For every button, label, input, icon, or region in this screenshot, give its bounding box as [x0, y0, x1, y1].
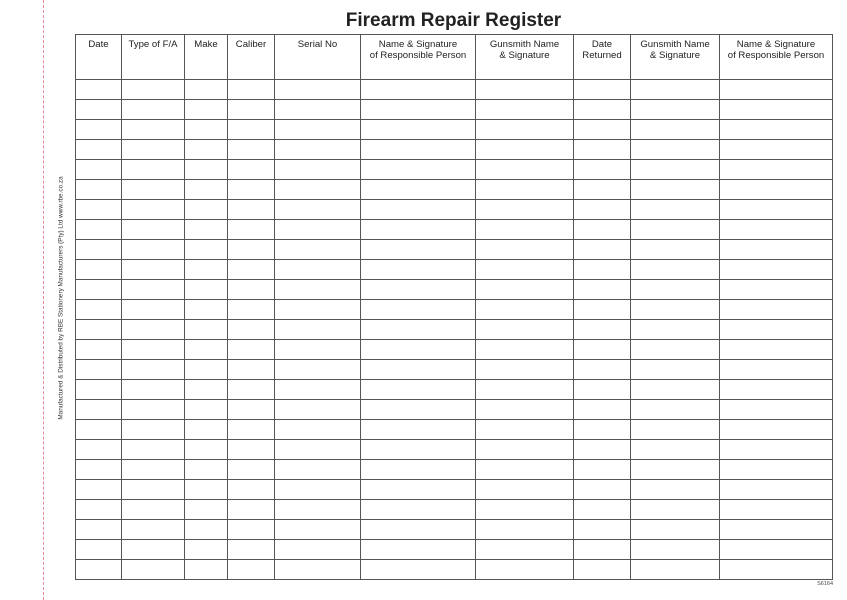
- table-row: [76, 260, 833, 280]
- table-cell[interactable]: [228, 380, 275, 400]
- table-cell[interactable]: [275, 200, 361, 220]
- table-cell[interactable]: [275, 320, 361, 340]
- table-cell[interactable]: [631, 220, 720, 240]
- table-cell[interactable]: [185, 340, 228, 360]
- table-cell[interactable]: [574, 480, 631, 500]
- table-cell[interactable]: [122, 140, 185, 160]
- table-cell[interactable]: [185, 320, 228, 340]
- table-row: [76, 560, 833, 580]
- table-cell[interactable]: [228, 100, 275, 120]
- table-cell[interactable]: [228, 340, 275, 360]
- table-cell[interactable]: [122, 120, 185, 140]
- column-header-responsible-person-return: Name & Signature of Responsible Person: [720, 35, 833, 80]
- table-cell[interactable]: [631, 360, 720, 380]
- table-cell[interactable]: [361, 360, 476, 380]
- table-cell[interactable]: [631, 480, 720, 500]
- table-cell[interactable]: [476, 360, 574, 380]
- table-cell[interactable]: [720, 180, 833, 200]
- table-cell[interactable]: [361, 140, 476, 160]
- table-cell[interactable]: [185, 380, 228, 400]
- table-cell[interactable]: [185, 200, 228, 220]
- table-cell[interactable]: [185, 80, 228, 100]
- table-row: [76, 280, 833, 300]
- table-cell[interactable]: [185, 480, 228, 500]
- table-cell[interactable]: [720, 160, 833, 180]
- table-cell[interactable]: [76, 160, 122, 180]
- table-cell[interactable]: [76, 400, 122, 420]
- table-cell[interactable]: [476, 280, 574, 300]
- table-cell[interactable]: [476, 260, 574, 280]
- table-cell[interactable]: [185, 420, 228, 440]
- table-cell[interactable]: [228, 220, 275, 240]
- table-cell[interactable]: [476, 240, 574, 260]
- table-cell[interactable]: [361, 120, 476, 140]
- table-row: [76, 520, 833, 540]
- table-cell[interactable]: [275, 400, 361, 420]
- table-row: [76, 180, 833, 200]
- table-cell[interactable]: [185, 540, 228, 560]
- table-cell[interactable]: [361, 480, 476, 500]
- table-cell[interactable]: [631, 160, 720, 180]
- table-cell[interactable]: [228, 180, 275, 200]
- table-cell[interactable]: [122, 480, 185, 500]
- table-cell[interactable]: [476, 320, 574, 340]
- table-cell[interactable]: [185, 400, 228, 420]
- table-cell[interactable]: [574, 320, 631, 340]
- table-row: [76, 360, 833, 380]
- table-cell[interactable]: [361, 180, 476, 200]
- table-cell[interactable]: [361, 540, 476, 560]
- table-cell[interactable]: [185, 560, 228, 580]
- table-cell[interactable]: [228, 240, 275, 260]
- table-cell[interactable]: [122, 540, 185, 560]
- table-cell[interactable]: [76, 560, 122, 580]
- table-cell[interactable]: [574, 360, 631, 380]
- table-cell[interactable]: [720, 300, 833, 320]
- column-header-responsible-person: Name & Signature of Responsible Person: [361, 35, 476, 80]
- table-cell[interactable]: [228, 400, 275, 420]
- table-cell[interactable]: [228, 360, 275, 380]
- page-title: Firearm Repair Register: [345, 10, 562, 31]
- table-cell[interactable]: [720, 500, 833, 520]
- table-cell[interactable]: [185, 300, 228, 320]
- column-header-serial-no: Serial No: [275, 35, 361, 80]
- table-cell[interactable]: [76, 360, 122, 380]
- table-cell[interactable]: [76, 420, 122, 440]
- table-cell[interactable]: [275, 80, 361, 100]
- table-cell[interactable]: [361, 420, 476, 440]
- table-cell[interactable]: [122, 460, 185, 480]
- table-cell[interactable]: [720, 80, 833, 100]
- table-cell[interactable]: [122, 440, 185, 460]
- table-cell[interactable]: [228, 560, 275, 580]
- table-cell[interactable]: [720, 520, 833, 540]
- table-cell[interactable]: [275, 220, 361, 240]
- table-cell[interactable]: [631, 120, 720, 140]
- table-cell[interactable]: [275, 380, 361, 400]
- table-cell[interactable]: [76, 280, 122, 300]
- table-row: [76, 220, 833, 240]
- table-cell[interactable]: [275, 100, 361, 120]
- table-cell[interactable]: [476, 440, 574, 460]
- table-row: [76, 120, 833, 140]
- table-cell[interactable]: [720, 140, 833, 160]
- table-cell[interactable]: [122, 80, 185, 100]
- table-cell[interactable]: [185, 240, 228, 260]
- table-cell[interactable]: [228, 280, 275, 300]
- table-cell[interactable]: [361, 400, 476, 420]
- table-cell[interactable]: [631, 500, 720, 520]
- table-cell[interactable]: [76, 480, 122, 500]
- table-cell[interactable]: [720, 540, 833, 560]
- table-cell[interactable]: [275, 460, 361, 480]
- table-cell[interactable]: [574, 420, 631, 440]
- table-cell[interactable]: [185, 520, 228, 540]
- table-cell[interactable]: [631, 420, 720, 440]
- table-cell[interactable]: [275, 480, 361, 500]
- table-cell[interactable]: [122, 240, 185, 260]
- table-cell[interactable]: [361, 240, 476, 260]
- table-cell[interactable]: [476, 380, 574, 400]
- table-cell[interactable]: [720, 100, 833, 120]
- table-cell[interactable]: [574, 540, 631, 560]
- table-cell[interactable]: [361, 160, 476, 180]
- table-row: [76, 400, 833, 420]
- table-cell[interactable]: [574, 500, 631, 520]
- table-cell[interactable]: [720, 320, 833, 340]
- table-cell[interactable]: [361, 260, 476, 280]
- table-cell[interactable]: [275, 300, 361, 320]
- table-cell[interactable]: [228, 540, 275, 560]
- table-cell[interactable]: [574, 240, 631, 260]
- table-cell[interactable]: [76, 520, 122, 540]
- table-cell[interactable]: [185, 120, 228, 140]
- table-cell[interactable]: [275, 420, 361, 440]
- table-cell[interactable]: [361, 100, 476, 120]
- table-cell[interactable]: [574, 460, 631, 480]
- table-cell[interactable]: [228, 320, 275, 340]
- table-cell[interactable]: [122, 300, 185, 320]
- table-cell[interactable]: [76, 260, 122, 280]
- manufacturer-note: Manufactured & Distributed by RBE Stationery Manufacturers (Pty) Ltd www.rbe.co.za: [57, 176, 65, 420]
- table-cell[interactable]: [228, 120, 275, 140]
- table-cell[interactable]: [720, 440, 833, 460]
- table-cell[interactable]: [720, 400, 833, 420]
- table-cell[interactable]: [275, 440, 361, 460]
- table-cell[interactable]: [76, 240, 122, 260]
- table-cell[interactable]: [574, 400, 631, 420]
- table-cell[interactable]: [476, 300, 574, 320]
- table-cell[interactable]: [122, 380, 185, 400]
- table-cell[interactable]: [185, 460, 228, 480]
- table-cell[interactable]: [275, 340, 361, 360]
- table-row: [76, 80, 833, 100]
- table-cell[interactable]: [122, 100, 185, 120]
- table-cell[interactable]: [476, 160, 574, 180]
- table-cell[interactable]: [122, 500, 185, 520]
- table-cell[interactable]: [275, 560, 361, 580]
- table-row: [76, 540, 833, 560]
- table-cell[interactable]: [361, 340, 476, 360]
- table-cell[interactable]: [476, 500, 574, 520]
- table-cell[interactable]: [361, 300, 476, 320]
- table-cell[interactable]: [228, 420, 275, 440]
- table-cell[interactable]: [361, 440, 476, 460]
- table-row: [76, 480, 833, 500]
- table-cell[interactable]: [720, 240, 833, 260]
- table-cell[interactable]: [720, 480, 833, 500]
- table-cell[interactable]: [631, 520, 720, 540]
- column-header-caliber: Caliber: [228, 35, 275, 80]
- table-cell[interactable]: [476, 340, 574, 360]
- table-row: [76, 380, 833, 400]
- table-cell[interactable]: [228, 160, 275, 180]
- table-cell[interactable]: [720, 380, 833, 400]
- table-cell[interactable]: [122, 520, 185, 540]
- table-cell[interactable]: [476, 520, 574, 540]
- table-cell[interactable]: [76, 140, 122, 160]
- table-cell[interactable]: [76, 380, 122, 400]
- table-cell[interactable]: [631, 300, 720, 320]
- table-cell[interactable]: [720, 280, 833, 300]
- column-header-date-returned: Date Returned: [574, 35, 631, 80]
- table-cell[interactable]: [76, 460, 122, 480]
- table-cell[interactable]: [476, 140, 574, 160]
- table-row: [76, 440, 833, 460]
- table-cell[interactable]: [476, 560, 574, 580]
- table-cell[interactable]: [574, 380, 631, 400]
- column-header-gunsmith-return: Gunsmith Name & Signature: [631, 35, 720, 80]
- table-cell[interactable]: [122, 260, 185, 280]
- table-cell[interactable]: [122, 320, 185, 340]
- table-cell[interactable]: [631, 400, 720, 420]
- table-cell[interactable]: [361, 320, 476, 340]
- table-row: [76, 100, 833, 120]
- table-cell[interactable]: [76, 100, 122, 120]
- table-cell[interactable]: [476, 120, 574, 140]
- table-cell[interactable]: [631, 280, 720, 300]
- table-cell[interactable]: [275, 500, 361, 520]
- table-cell[interactable]: [275, 540, 361, 560]
- table-row: [76, 240, 833, 260]
- table-cell[interactable]: [574, 260, 631, 280]
- table-cell[interactable]: [228, 300, 275, 320]
- table-cell[interactable]: [122, 180, 185, 200]
- table-cell[interactable]: [361, 200, 476, 220]
- table-row: [76, 140, 833, 160]
- table-cell[interactable]: [476, 400, 574, 420]
- table-cell[interactable]: [720, 260, 833, 280]
- perforation-line: [43, 0, 44, 600]
- table-cell[interactable]: [76, 320, 122, 340]
- table-cell[interactable]: [228, 460, 275, 480]
- form-code: S6164: [817, 581, 833, 587]
- table-cell[interactable]: [476, 100, 574, 120]
- table-cell[interactable]: [720, 360, 833, 380]
- table-cell[interactable]: [185, 260, 228, 280]
- table-cell[interactable]: [361, 380, 476, 400]
- table-cell[interactable]: [720, 340, 833, 360]
- table-cell[interactable]: [476, 540, 574, 560]
- table-cell[interactable]: [228, 80, 275, 100]
- table-cell[interactable]: [631, 540, 720, 560]
- table-cell[interactable]: [720, 460, 833, 480]
- table-cell[interactable]: [574, 160, 631, 180]
- table-cell[interactable]: [720, 220, 833, 240]
- table-cell[interactable]: [631, 380, 720, 400]
- table-cell[interactable]: [720, 200, 833, 220]
- table-cell[interactable]: [228, 140, 275, 160]
- table-cell[interactable]: [76, 220, 122, 240]
- table-cell[interactable]: [76, 180, 122, 200]
- table-cell[interactable]: [76, 300, 122, 320]
- table-cell[interactable]: [631, 320, 720, 340]
- table-cell[interactable]: [122, 220, 185, 240]
- table-cell[interactable]: [574, 80, 631, 100]
- table-cell[interactable]: [631, 440, 720, 460]
- table-cell[interactable]: [361, 520, 476, 540]
- table-cell[interactable]: [476, 460, 574, 480]
- table-cell[interactable]: [228, 260, 275, 280]
- table-cell[interactable]: [476, 80, 574, 100]
- table-cell[interactable]: [122, 280, 185, 300]
- table-cell[interactable]: [574, 280, 631, 300]
- table-cell[interactable]: [631, 460, 720, 480]
- table-row: [76, 160, 833, 180]
- table-cell[interactable]: [76, 500, 122, 520]
- header-row: [76, 35, 833, 80]
- table-row: [76, 500, 833, 520]
- table-row: [76, 320, 833, 340]
- table-cell[interactable]: [122, 340, 185, 360]
- table-cell[interactable]: [122, 160, 185, 180]
- column-header-gunsmith: Gunsmith Name & Signature: [476, 35, 574, 80]
- table-cell[interactable]: [122, 360, 185, 380]
- table-cell[interactable]: [275, 260, 361, 280]
- table-cell[interactable]: [122, 560, 185, 580]
- table-cell[interactable]: [476, 420, 574, 440]
- table-cell[interactable]: [631, 100, 720, 120]
- table-cell[interactable]: [228, 200, 275, 220]
- table-cell[interactable]: [574, 560, 631, 580]
- table-cell[interactable]: [720, 420, 833, 440]
- table-cell[interactable]: [361, 560, 476, 580]
- table-cell[interactable]: [574, 520, 631, 540]
- table-cell[interactable]: [574, 440, 631, 460]
- table-cell[interactable]: [185, 100, 228, 120]
- table-cell[interactable]: [228, 440, 275, 460]
- table-cell[interactable]: [574, 140, 631, 160]
- table-cell[interactable]: [574, 200, 631, 220]
- table-cell[interactable]: [275, 120, 361, 140]
- table-cell[interactable]: [122, 400, 185, 420]
- column-header-date: Date: [76, 35, 122, 80]
- table-cell[interactable]: [76, 80, 122, 100]
- table-cell[interactable]: [185, 500, 228, 520]
- table-cell[interactable]: [76, 540, 122, 560]
- table-cell[interactable]: [228, 500, 275, 520]
- table-cell[interactable]: [76, 120, 122, 140]
- table-cell[interactable]: [476, 180, 574, 200]
- table-row: [76, 340, 833, 360]
- table-cell[interactable]: [275, 180, 361, 200]
- register-body: [76, 80, 833, 580]
- table-cell[interactable]: [122, 200, 185, 220]
- table-cell[interactable]: [185, 220, 228, 240]
- table-cell[interactable]: [631, 240, 720, 260]
- table-cell[interactable]: [476, 480, 574, 500]
- table-cell[interactable]: [631, 180, 720, 200]
- table-cell[interactable]: [275, 140, 361, 160]
- table-row: [76, 300, 833, 320]
- table-cell[interactable]: [631, 140, 720, 160]
- table-cell[interactable]: [631, 340, 720, 360]
- table-cell[interactable]: [275, 240, 361, 260]
- register-table: [75, 34, 833, 580]
- table-cell[interactable]: [574, 340, 631, 360]
- table-cell[interactable]: [228, 520, 275, 540]
- table-cell[interactable]: [631, 80, 720, 100]
- table-cell[interactable]: [574, 100, 631, 120]
- column-header-make: Make: [185, 35, 228, 80]
- table-cell[interactable]: [122, 420, 185, 440]
- table-cell[interactable]: [185, 440, 228, 460]
- table-cell[interactable]: [631, 260, 720, 280]
- table-cell[interactable]: [476, 220, 574, 240]
- table-cell[interactable]: [476, 200, 574, 220]
- table-row: [76, 460, 833, 480]
- table-cell[interactable]: [275, 520, 361, 540]
- table-cell[interactable]: [275, 280, 361, 300]
- table-cell[interactable]: [574, 180, 631, 200]
- table-cell[interactable]: [361, 460, 476, 480]
- table-cell[interactable]: [185, 360, 228, 380]
- table-row: [76, 200, 833, 220]
- table-cell[interactable]: [76, 200, 122, 220]
- table-cell[interactable]: [76, 340, 122, 360]
- table-cell[interactable]: [185, 180, 228, 200]
- table-cell[interactable]: [228, 480, 275, 500]
- table-cell[interactable]: [361, 500, 476, 520]
- table-cell[interactable]: [76, 440, 122, 460]
- table-cell[interactable]: [720, 560, 833, 580]
- table-cell[interactable]: [574, 300, 631, 320]
- table-cell[interactable]: [185, 160, 228, 180]
- table-cell[interactable]: [631, 560, 720, 580]
- table-cell[interactable]: [361, 80, 476, 100]
- table-cell[interactable]: [720, 120, 833, 140]
- table-cell[interactable]: [361, 280, 476, 300]
- table-cell[interactable]: [574, 120, 631, 140]
- table-cell[interactable]: [275, 360, 361, 380]
- table-cell[interactable]: [185, 280, 228, 300]
- table-cell[interactable]: [275, 160, 361, 180]
- table-cell[interactable]: [574, 220, 631, 240]
- column-header-firearm-type: Type of F/A: [122, 35, 185, 80]
- table-row: [76, 420, 833, 440]
- table-cell[interactable]: [631, 200, 720, 220]
- table-cell[interactable]: [185, 140, 228, 160]
- table-cell[interactable]: [361, 220, 476, 240]
